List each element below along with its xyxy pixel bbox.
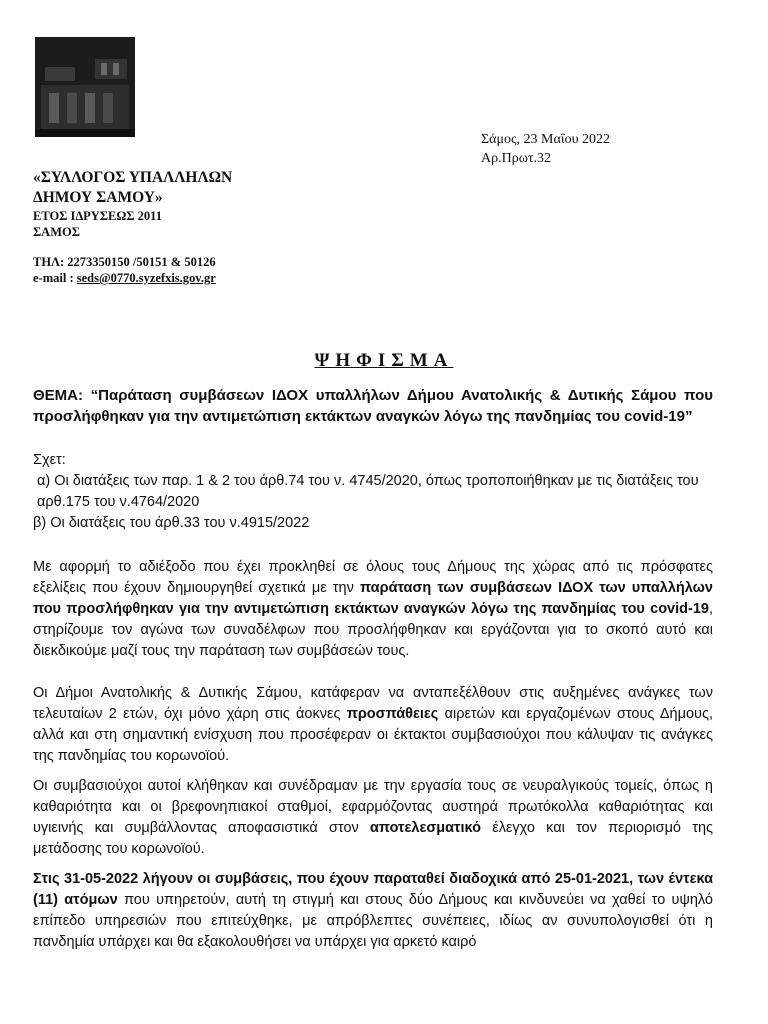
paragraph-3 — [33, 776, 713, 860]
date-protocol-block — [481, 130, 610, 168]
organization-block — [33, 168, 232, 240]
reference-item: β) Οι διατάξεις του άρθ.33 του ν.4915/2022 — [33, 515, 310, 531]
paragraph-emphasis: παράταση των συμβάσεων ΙΔΟΧ των υπαλλήλων που προσλήφθηκαν για την αντιμετώπιση εκτάκτων αναγκών λόγω της πανδημίας του covid-19 — [33, 580, 713, 617]
subject-line: ΘΕΜΑ: “Παράταση συμβάσεων ΙΔΟΧ υπαλλήλων Δήμου Ανατολικής & Δυτικής Σάμου που προσλήφθηκαν για την αντιμετώπιση εκτάκτων αναγκών λόγω της πανδημίας του covid-19” — [33, 387, 713, 425]
paragraph-emphasis: αποτελεσματικό — [369, 820, 482, 836]
protocol-number: Αρ.Πρωτ.32 — [481, 151, 552, 166]
email-link[interactable]: seds@0770.syzefxis.gov.gr — [76, 271, 216, 285]
paragraph-text: Με αφορμή το αδιέξοδο που έχει προκληθεί σε όλους τους Δήμους της χώρας από τις πρόσφατες εξελίξεις που έχουν δημιουργηθεί σχετικά με την — [33, 559, 713, 596]
document-title: ΨΗΦΙΣΜΑ — [314, 350, 454, 371]
paragraph-text: έλεγχο και τον περιορισμό της μετάδοσης του κορωνοϊού. — [33, 820, 713, 857]
paragraph-emphasis: προσπάθειες — [346, 706, 439, 722]
paragraph-text: , στηρίζουμε τον αγώνα των συναδέλφων που προσλήφθηκαν και εργάζονται για το σκοπό αυτό και διεκδικούμε μαζί τους την παράταση των συμβάσεών τους. — [33, 601, 713, 659]
paragraph-1 — [33, 557, 713, 662]
org-founded: ΕΤΟΣ ΙΔΡΥΣΕΩΣ 2011 — [33, 209, 162, 223]
paragraph-4 — [33, 869, 713, 953]
org-name-line2: ΔΗΜΟΥ ΣΑΜΟΥ» — [33, 189, 163, 206]
references-block — [33, 450, 713, 534]
references-label: Σχετ: — [33, 452, 66, 468]
association-logo — [35, 37, 135, 137]
paragraph-emphasis: Στις 31-05-2022 λήγουν οι συμβάσεις, που έχουν παραταθεί διαδοχικά από 25-01-2021, των έντεκα (11) ατόμων — [33, 871, 713, 908]
org-city: ΣΑΜΟΣ — [33, 225, 80, 239]
org-name-line1: «ΣΥΛΛΟΓΟΣ ΥΠΑΛΛΗΛΩΝ — [33, 169, 233, 186]
paragraph-2 — [33, 683, 713, 767]
paragraph-text: αιρετών και εργαζομένων στους Δήμους, αλλά και στη σημαντική ενίσχυση που προσέφεραν οι έκτακτοι συμβασιούχοι που κάλυψαν τις ανάγκες της πανδημίας του κορωνοϊού. — [33, 706, 713, 764]
paragraph-text: που υπηρετούν, αυτή τη στιγμή και στους δύο Δήμους και κινδυνεύει να χαθεί το υψηλό επίπεδο υπηρεσιών που επιτεύχθηκε, με απρόβλεπτες συνέπειες, ιδίως αν συνυπολογισθεί ότι η πανδημία υπάρχει και θα εξακολουθήσει να υπάρχει για αρκετό καιρό — [33, 892, 713, 950]
paragraph-text: Οι συμβασιούχοι αυτοί κλήθηκαν και συνέδραμαν με την εργασία τους σε νευραλγικούς τομείς, όπως η καθαριότητα και οι βρεφονηπιακοί σταθμοί, εφαρμόζοντας αυστηρά πρωτόκολλα καθαριότητας και υγιεινής και συμβάλλοντας αποφασιστικά στον — [33, 778, 713, 836]
paragraph-text: Οι Δήμοι Ανατολικής & Δυτικής Σάμου, κατάφεραν να ανταπεξέλθουν στις αυξημένες ανάγκες των τελευταίων 2 ετών, όχι μόνο χάρη στις άοκνες — [33, 685, 713, 722]
email-line — [33, 270, 216, 286]
place-date: Σάμος, 23 Μαΐου 2022 — [481, 132, 611, 147]
phone-line: ΤΗΛ: 2273350150 /50151 & 50126 — [33, 255, 216, 269]
contact-block — [33, 254, 216, 286]
reference-item: α) Οι διατάξεις των παρ. 1 & 2 του άρθ.74 του ν. 4745/2020, όπως τροποποιήθηκαν με τις διατάξεις του αρθ.175 του ν.4764/2020 — [37, 473, 699, 510]
building-emblem-icon — [35, 37, 135, 137]
email-label: e-mail : — [33, 271, 77, 285]
